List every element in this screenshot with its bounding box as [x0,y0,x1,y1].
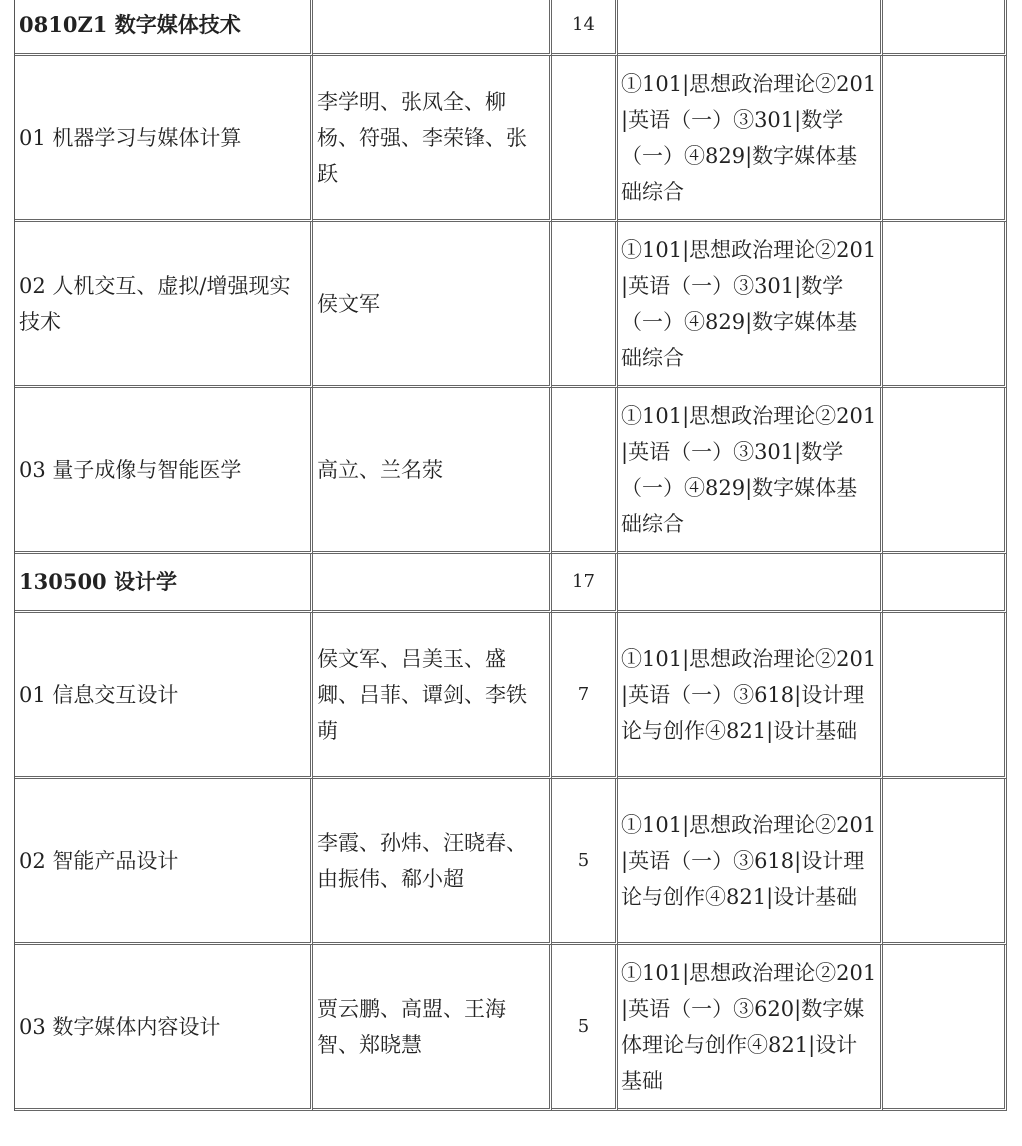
note-cell [883,945,1007,1111]
enrollment-table-container [14,0,1006,1111]
advisors-cell: 高立、兰名荥 [313,388,552,554]
quota-cell: 5 [552,779,618,945]
quota-cell: 14 [552,0,618,56]
exam-subjects-cell: ①101|思想政治理论②201|英语（一）③618|设计理论与创作④821|设计基础 [618,779,883,945]
exam-subjects-cell [618,554,883,613]
exam-subjects-cell: ①101|思想政治理论②201|英语（一）③301|数学（一）④829|数字媒体基础综合 [618,222,883,388]
table-row-direction [15,222,1007,388]
advisors-cell [313,554,552,613]
direction-name-cell: 01 机器学习与媒体计算 [15,56,313,222]
direction-name-cell: 03 数字媒体内容设计 [15,945,313,1111]
major-name-cell: 130500 设计学 [15,554,313,613]
exam-subjects-cell: ①101|思想政治理论②201|英语（一）③301|数学（一）④829|数字媒体基础综合 [618,388,883,554]
quota-cell: 5 [552,945,618,1111]
note-cell [883,779,1007,945]
quota-cell [552,56,618,222]
table-row-direction [15,613,1007,779]
table-row-major [15,554,1007,613]
table-row-major [15,0,1007,56]
direction-name-cell: 01 信息交互设计 [15,613,313,779]
quota-cell: 7 [552,613,618,779]
advisors-cell: 贾云鹏、高盟、王海智、郑晓慧 [313,945,552,1111]
note-cell [883,0,1007,56]
major-name-cell: 0810Z1 数字媒体技术 [15,0,313,56]
quota-cell: 17 [552,554,618,613]
quota-cell [552,388,618,554]
advisors-cell [313,0,552,56]
note-cell [883,56,1007,222]
exam-subjects-cell [618,0,883,56]
quota-cell [552,222,618,388]
advisors-cell: 侯文军、吕美玉、盛卿、吕菲、谭剑、李铁萌 [313,613,552,779]
exam-subjects-cell: ①101|思想政治理论②201|英语（一）③620|数字媒体理论与创作④821|设计基础 [618,945,883,1111]
direction-name-cell: 03 量子成像与智能医学 [15,388,313,554]
note-cell [883,388,1007,554]
exam-subjects-cell: ①101|思想政治理论②201|英语（一）③301|数学（一）④829|数字媒体基础综合 [618,56,883,222]
note-cell [883,222,1007,388]
table-row-direction [15,945,1007,1111]
exam-subjects-cell: ①101|思想政治理论②201|英语（一）③618|设计理论与创作④821|设计基础 [618,613,883,779]
direction-name-cell: 02 智能产品设计 [15,779,313,945]
advisors-cell: 李学明、张凤全、柳杨、符强、李荣锋、张跃 [313,56,552,222]
note-cell [883,554,1007,613]
table-row-direction [15,779,1007,945]
direction-name-cell: 02 人机交互、虚拟/增强现实技术 [15,222,313,388]
table-row-direction [15,388,1007,554]
advisors-cell: 侯文军 [313,222,552,388]
table-row-direction [15,56,1007,222]
advisors-cell: 李霞、孙炜、汪晓春、由振伟、郗小超 [313,779,552,945]
note-cell [883,613,1007,779]
enrollment-table [14,0,1007,1111]
